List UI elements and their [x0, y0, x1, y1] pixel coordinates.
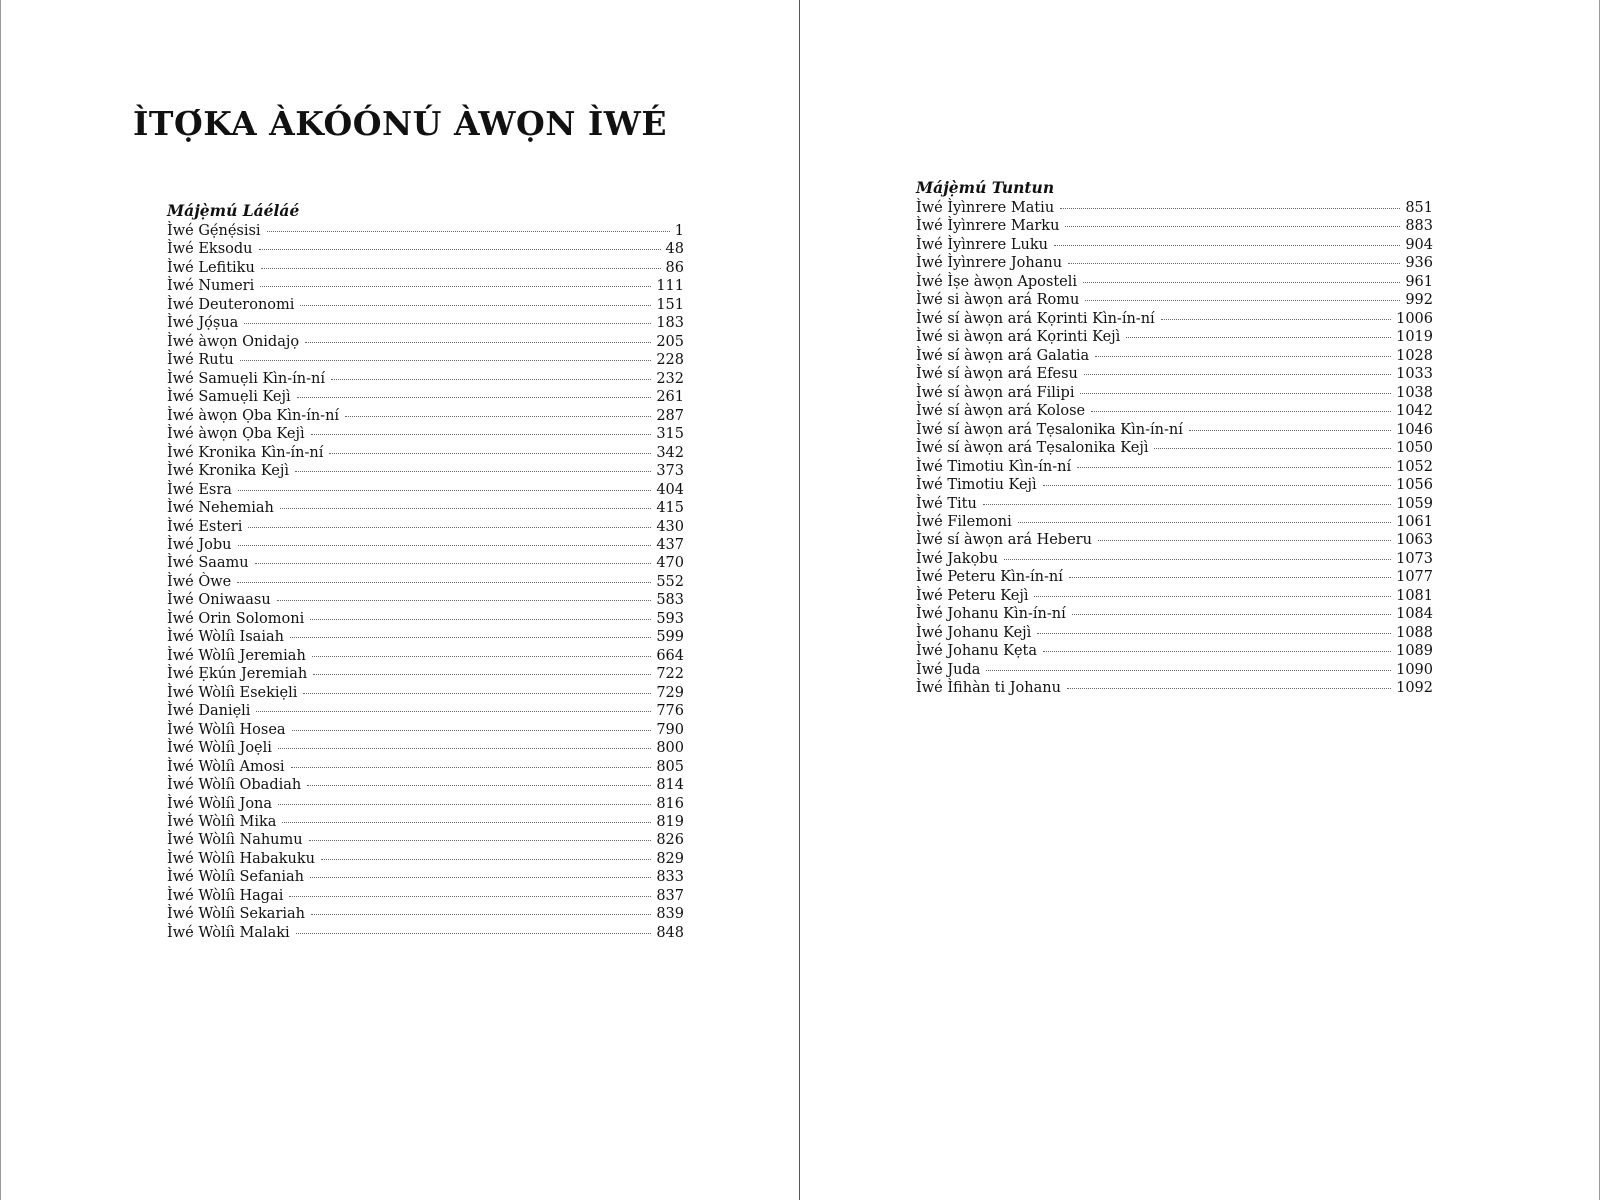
toc-entry: [916, 254, 1433, 272]
dot-leader: [313, 674, 651, 675]
book-name: Ìwé sí àwọn ará Kolose: [916, 403, 1086, 420]
dot-leader: [310, 619, 651, 620]
toc-entry: [916, 310, 1433, 328]
book-name: Ìwé Ìfihàn ti Johanu: [916, 680, 1061, 697]
toc-entry: [916, 587, 1433, 605]
toc-entry: [167, 499, 684, 517]
toc-entry: [167, 444, 684, 462]
dot-leader: [1091, 411, 1391, 412]
page-number: 729: [656, 684, 684, 701]
page-number: 373: [656, 463, 684, 480]
book-name: Ìwé Kronika Kejì: [167, 463, 289, 480]
book-name: Ìwé àwọn Ọba Kejì: [167, 426, 305, 443]
toc-entry: [916, 568, 1433, 586]
dot-leader: [1095, 356, 1391, 357]
old-testament-entries: [167, 222, 684, 942]
dot-leader: [303, 693, 651, 694]
toc-entry: [167, 296, 684, 314]
new-testament-toc: [916, 177, 1433, 698]
book-name: Ìwé Kronika Kìn-ín-ní: [167, 444, 324, 461]
page-number: 1089: [1396, 643, 1433, 660]
dot-leader: [278, 804, 651, 805]
toc-entry: [167, 573, 684, 591]
dot-leader: [1083, 282, 1400, 283]
page-number: 1084: [1396, 606, 1433, 623]
toc-entry: [916, 550, 1433, 568]
page-number: 833: [656, 869, 684, 886]
book-name: Ìwé Ìyìnrere Luku: [916, 236, 1048, 253]
toc-entry: [916, 495, 1433, 513]
dot-leader: [1189, 430, 1391, 431]
page-number: 829: [656, 850, 684, 867]
toc-entry: [167, 831, 684, 849]
toc-entry: [167, 924, 684, 942]
dot-leader: [986, 670, 1391, 671]
toc-entry: [916, 661, 1433, 679]
book-name: Ìwé Peteru Kejì: [916, 587, 1029, 604]
page-number: 961: [1405, 273, 1433, 290]
page-number: 583: [656, 592, 684, 609]
dot-leader: [321, 859, 651, 860]
page-number: 1019: [1396, 329, 1433, 346]
dot-leader: [297, 397, 652, 398]
toc-entry: [167, 462, 684, 480]
toc-entry: [916, 291, 1433, 309]
page-number: 599: [656, 629, 684, 646]
book-name: Ìwé sí àwọn ará Galatia: [916, 347, 1090, 364]
toc-entry: [167, 647, 684, 665]
dot-leader: [1037, 633, 1391, 634]
toc-entry: [167, 665, 684, 683]
book-name: Ìwé Ìṣe àwọn Aposteli: [916, 273, 1078, 290]
dot-leader: [311, 914, 651, 915]
page-number: 232: [656, 370, 684, 387]
book-name: Ìwé sí àwọn ará Tẹsalonika Kìn-ín-ní: [916, 421, 1183, 438]
page-number: 315: [656, 426, 684, 443]
book-name: Ìwé Samuẹli Kejì: [167, 389, 291, 406]
page-number: 1061: [1396, 513, 1433, 530]
dot-leader: [310, 877, 651, 878]
page-number: 261: [656, 389, 684, 406]
toc-entry: [167, 277, 684, 295]
book-name: Ìwé àwọn Onidajọ: [167, 333, 300, 350]
dot-leader: [261, 268, 661, 269]
book-name: Ìwé Gẹ́nẹ́sisi: [167, 223, 261, 239]
page-number: 1006: [1396, 310, 1433, 327]
toc-entry: [167, 684, 684, 702]
book-name: Ìwé Esteri: [167, 518, 243, 535]
book-name: Ìwé sí àwọn ará Efesu: [916, 366, 1078, 383]
new-testament-heading: Májẹ̀mú Tuntun: [916, 178, 1055, 197]
page-number: 848: [656, 924, 684, 941]
dot-leader: [1065, 226, 1400, 227]
book-name: Ìwé Titu: [916, 495, 977, 512]
book-name: Ìwé Jọ́ṣua: [167, 315, 239, 332]
dot-leader: [296, 933, 652, 934]
book-name: Ìwé Wòlíì Sefaniah: [167, 869, 304, 886]
page-number: 805: [656, 758, 684, 775]
page-number: 205: [656, 333, 684, 350]
dot-leader: [1068, 263, 1400, 264]
book-name: Ìwé Timotiu Kìn-ín-ní: [916, 458, 1072, 475]
page-number: 430: [656, 518, 684, 535]
dot-leader: [278, 748, 651, 749]
book-name: Ìwé Wòlíì Nahumu: [167, 832, 303, 849]
book-name: Ìwé Timotiu Kejì: [916, 477, 1037, 494]
dot-leader: [238, 490, 651, 491]
page-number: 228: [656, 352, 684, 369]
dot-leader: [240, 360, 652, 361]
toc-entry: [167, 536, 684, 554]
book-name: Ìwé Peteru Kìn-ín-ní: [916, 569, 1063, 586]
dot-leader: [280, 508, 651, 509]
dot-leader: [1084, 374, 1391, 375]
dot-leader: [277, 600, 652, 601]
toc-entry: [167, 240, 684, 258]
toc-entry: [167, 222, 684, 240]
page-number: 183: [656, 315, 684, 332]
dot-leader: [238, 545, 652, 546]
toc-entry: [167, 628, 684, 646]
dot-leader: [300, 305, 651, 306]
page-number: 151: [656, 296, 684, 313]
dot-leader: [291, 767, 652, 768]
page-number: 826: [656, 832, 684, 849]
dot-leader: [1004, 559, 1391, 560]
page-number: 48: [665, 241, 684, 258]
toc-entry: [167, 518, 684, 536]
dot-leader: [1060, 208, 1400, 209]
book-name: Ìwé Wòlíì Amosi: [167, 758, 285, 775]
book-name: Ìwé si àwọn ará Kọrinti Kejì: [916, 329, 1121, 346]
toc-entry: [167, 314, 684, 332]
toc-entry: [916, 624, 1433, 642]
dot-leader: [244, 323, 651, 324]
book-name: Ìwé Wòlíì Jeremiah: [167, 647, 306, 664]
dot-leader: [295, 471, 651, 472]
book-name: Ìwé Daniẹli: [167, 703, 251, 720]
page-number: 1090: [1396, 661, 1433, 678]
dot-leader: [1067, 688, 1391, 689]
toc-entry: [916, 439, 1433, 457]
dot-leader: [312, 656, 652, 657]
old-testament-heading: Májẹ̀mú Láéláé: [167, 201, 300, 220]
dot-leader: [305, 342, 651, 343]
book-name: Ìwé Lefitiku: [167, 259, 255, 276]
page-number: 1063: [1396, 532, 1433, 549]
page-number: 837: [656, 887, 684, 904]
book-name: Ìwé Jobu: [167, 536, 232, 553]
toc-entry: [916, 365, 1433, 383]
toc-entry: [167, 407, 684, 425]
page-number: 883: [1405, 218, 1433, 235]
dot-leader: [256, 711, 651, 712]
toc-entry: [167, 758, 684, 776]
page-number: 1059: [1396, 495, 1433, 512]
book-name: Ìwé Wòlíì Sekariah: [167, 906, 305, 923]
dot-leader: [1018, 522, 1391, 523]
toc-entry: [916, 328, 1433, 346]
dot-leader: [1072, 614, 1391, 615]
toc-entry: [167, 333, 684, 351]
page-number: 1033: [1396, 366, 1433, 383]
dot-leader: [1043, 651, 1391, 652]
page-number: 816: [656, 795, 684, 812]
page-number: 470: [656, 555, 684, 572]
page-title: ÌTỌ́KA ÀKÓÓNÚ ÀWỌN ÌWÉ: [132, 104, 668, 143]
dot-leader: [1080, 393, 1391, 394]
book-name: Ìwé Ìyìnrere Marku: [916, 218, 1060, 235]
dot-leader: [237, 582, 651, 583]
toc-entry: [916, 605, 1433, 623]
page-number: 1050: [1396, 440, 1433, 457]
dot-leader: [983, 504, 1391, 505]
book-name: Ìwé Wòlíì Malaki: [167, 924, 290, 941]
book-name: Ìwé Johanu Kẹta: [916, 643, 1038, 660]
page-number: 111: [656, 278, 684, 295]
toc-entry: [916, 217, 1433, 235]
dot-leader: [311, 434, 652, 435]
toc-entry: [916, 273, 1433, 291]
page-number: 552: [656, 573, 684, 590]
page-number: 800: [656, 740, 684, 757]
book-name: Ìwé Esra: [167, 481, 232, 498]
toc-entry: [167, 351, 684, 369]
book-name: Ìwé Wòlíì Isaiah: [167, 629, 284, 646]
book-name: Ìwé Deuteronomi: [167, 296, 295, 313]
old-testament-toc: [167, 200, 684, 942]
book-name: Ìwé Òwe: [167, 573, 232, 590]
toc-entry: [167, 776, 684, 794]
toc-entry: [167, 739, 684, 757]
dot-leader: [255, 563, 652, 564]
toc-entry: [167, 905, 684, 923]
dot-leader: [1069, 577, 1391, 578]
book-name: Ìwé Wòlíì Hosea: [167, 721, 286, 738]
book-name: Ìwé Saamu: [167, 555, 249, 572]
page-number: 593: [656, 610, 684, 627]
toc-entry: [167, 813, 684, 831]
page-number: 1081: [1396, 587, 1433, 604]
book-name: Ìwé Wòlíì Joẹli: [167, 740, 272, 757]
page-number: 1073: [1396, 550, 1433, 567]
page-number: 1: [674, 223, 684, 239]
toc-entry: [916, 236, 1433, 254]
book-name: Ìwé Numeri: [167, 278, 255, 295]
page-number: 814: [656, 777, 684, 794]
toc-entry: [167, 370, 684, 388]
page-number: 342: [656, 444, 684, 461]
book-name: Ìwé sí àwọn ará Heberu: [916, 532, 1092, 549]
book-name: Ìwé si àwọn ará Romu: [916, 292, 1080, 309]
book-name: Ìwé Wòlíì Jona: [167, 795, 273, 812]
toc-entry: [916, 199, 1433, 217]
page-number: 839: [656, 906, 684, 923]
toc-entry: [916, 402, 1433, 420]
book-name: Ìwé Ìyìnrere Matiu: [916, 200, 1055, 216]
toc-entry: [916, 642, 1433, 660]
book-name: Ìwé Oniwaasu: [167, 592, 271, 609]
dot-leader: [248, 527, 651, 528]
page-number: 1038: [1396, 384, 1433, 401]
book-name: Ìwé sí àwọn ará Tẹsalonika Kejì: [916, 440, 1149, 457]
page-number: 722: [656, 666, 684, 683]
book-name: Ìwé Rutu: [167, 352, 234, 369]
dot-leader: [309, 840, 652, 841]
toc-entry: [167, 887, 684, 905]
right-page: [800, 0, 1600, 1200]
book-name: Ìwé Eksodu: [167, 241, 253, 258]
toc-entry: [916, 513, 1433, 531]
dot-leader: [1161, 319, 1391, 320]
toc-entry: [916, 421, 1433, 439]
page-number: 936: [1405, 255, 1433, 272]
book-name: Ìwé Samuẹli Kìn-ín-ní: [167, 370, 326, 387]
toc-entry: [167, 425, 684, 443]
page-number: 1028: [1396, 347, 1433, 364]
toc-entry: [167, 259, 684, 277]
book-name: Ìwé Jakọbu: [916, 550, 998, 567]
book-name: Ìwé Johanu Kejì: [916, 624, 1032, 641]
book-name: Ìwé Wòlíì Habakuku: [167, 850, 315, 867]
toc-entry: [167, 554, 684, 572]
toc-entry: [167, 481, 684, 499]
toc-entry: [916, 476, 1433, 494]
page-number: 819: [656, 814, 684, 830]
book-name: Ìwé àwọn Ọba Kìn-ín-ní: [167, 407, 340, 424]
toc-entry: [167, 868, 684, 886]
page-number: 851: [1405, 200, 1433, 216]
toc-entry: [167, 721, 684, 739]
toc-entry: [167, 850, 684, 868]
book-name: Ìwé Wòlíì Obadiah: [167, 777, 302, 794]
page-number: 86: [665, 259, 684, 276]
dot-leader: [331, 379, 651, 380]
toc-entry: [167, 591, 684, 609]
page-number: 790: [656, 721, 684, 738]
page-number: 904: [1405, 236, 1433, 253]
dot-leader: [260, 286, 651, 287]
dot-leader: [1154, 448, 1391, 449]
dot-leader: [1085, 300, 1400, 301]
page-number: 415: [656, 500, 684, 517]
toc-entry: [167, 388, 684, 406]
book-name: Ìwé Juda: [916, 661, 981, 678]
dot-leader: [259, 249, 661, 250]
book-name: Ìwé Wòlíì Mika: [167, 814, 277, 830]
toc-entry: [916, 679, 1433, 697]
dot-leader: [292, 730, 652, 731]
toc-entry: [167, 795, 684, 813]
book-name: Ìwé sí àwọn ará Filipi: [916, 384, 1075, 401]
toc-entry: [167, 702, 684, 720]
dot-leader: [307, 785, 651, 786]
page-number: 1052: [1396, 458, 1433, 475]
book-name: Ìwé Ẹkún Jeremiah: [167, 666, 308, 683]
dot-leader: [267, 231, 670, 232]
page-number: 1077: [1396, 569, 1433, 586]
dot-leader: [1098, 540, 1391, 541]
page-number: 1046: [1396, 421, 1433, 438]
dot-leader: [1126, 337, 1391, 338]
page-number: 437: [656, 536, 684, 553]
toc-entry: [167, 610, 684, 628]
page-number: 664: [656, 647, 684, 664]
dot-leader: [289, 896, 651, 897]
book-name: Ìwé Johanu Kìn-ín-ní: [916, 606, 1066, 623]
dot-leader: [282, 822, 651, 823]
book-name: Ìwé Ìyìnrere Johanu: [916, 255, 1063, 272]
dot-leader: [1054, 245, 1400, 246]
toc-entry: [916, 531, 1433, 549]
page-number: 1056: [1396, 477, 1433, 494]
dot-leader: [329, 453, 651, 454]
page-number: 404: [656, 481, 684, 498]
toc-entry: [916, 384, 1433, 402]
dot-leader: [290, 637, 651, 638]
toc-entry: [916, 347, 1433, 365]
book-name: Ìwé Wòlíì Esekiẹli: [167, 684, 298, 701]
dot-leader: [345, 416, 651, 417]
page-number: 1092: [1396, 680, 1433, 697]
toc-entry: [916, 458, 1433, 476]
book-name: Ìwé sí àwọn ará Kọrinti Kìn-ín-ní: [916, 310, 1155, 327]
dot-leader: [1077, 467, 1391, 468]
new-testament-entries: [916, 199, 1433, 698]
book-name: Ìwé Filemoni: [916, 513, 1012, 530]
page-number: 1042: [1396, 403, 1433, 420]
page-number: 776: [656, 703, 684, 720]
page-number: 992: [1405, 292, 1433, 309]
page-number: 1088: [1396, 624, 1433, 641]
book-name: Ìwé Nehemiah: [167, 500, 274, 517]
page-number: 287: [656, 407, 684, 424]
dot-leader: [1034, 596, 1391, 597]
dot-leader: [1043, 485, 1391, 486]
book-name: Ìwé Orin Solomoni: [167, 610, 305, 627]
book-name: Ìwé Wòlíì Hagai: [167, 887, 284, 904]
